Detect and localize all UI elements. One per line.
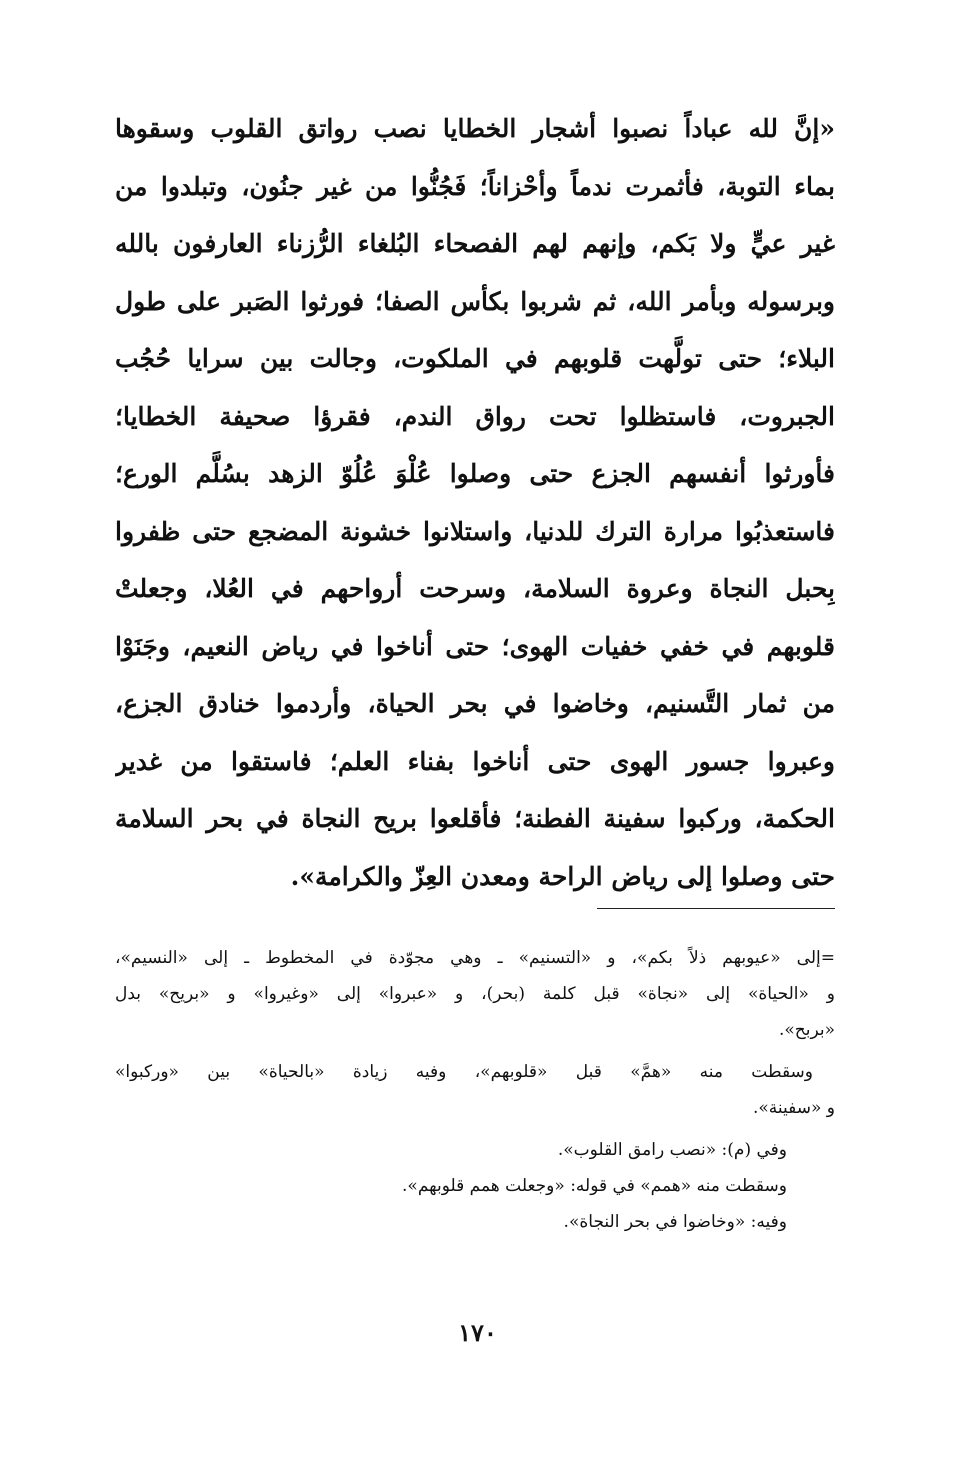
page-number: ١٧٠ xyxy=(458,1318,497,1347)
text-line: فاستعذبُوا مرارة الترك للدنيا، واستلانوا خشونة المضجع حتى ظفروا xyxy=(115,516,835,546)
footnote-line: وفي (م): «نصب رامق القلوب». xyxy=(557,1140,787,1160)
footnote-line: وسقطت منه «همَّ» قبل «قلوبهم»، وفيه زيادة «بالحياة» بين «وركبوا» xyxy=(115,1062,813,1082)
footnote-line: و «سفينة». xyxy=(752,1098,835,1118)
text-line: قلوبهم في خفي خفيات الهوى؛ حتى أناخوا في رياض النعيم، وجَنَوْا xyxy=(115,631,835,661)
text-line: الحكمة، وركبوا سفينة الفطنة؛ فأقلعوا بريح النجاة في بحر السلامة xyxy=(115,804,835,833)
text-line: «إنَّ لله عباداً نصبوا أشجار الخطايا نصب رواتق القلوب وسقوها xyxy=(115,114,835,143)
text-line: وبرسوله وبأمر الله، ثم شربوا بكأس الصفا؛ فورثوا الصَبر على طول xyxy=(115,286,835,316)
footnote-line: «بربح». xyxy=(778,1020,835,1040)
text-line: فأورثوا أنفسهم الجزع حتى وصلوا عُلْوَ عُلُوّ الزهد بسُلَّم الورع؛ xyxy=(115,459,835,488)
text-line: بِحبل النجاة وعروة السلامة، وسرحت أرواحهم في العُلا، وجعلتْ xyxy=(115,574,835,603)
text-line: الجبروت، فاستظلوا تحت رواق الندم، فقرؤا صحيفة الخطايا؛ xyxy=(115,401,835,431)
text-line: من ثمار التَّسنيم، وخاضوا في بحر الحياة، وأردموا خنادق الجزع، xyxy=(115,689,835,718)
text-line: البلاء؛ حتى تولَّهت قلوبهم في الملكوت، وجالت بين سرايا حُجُب xyxy=(115,344,835,373)
text-line: وعبروا جسور الهوى حتى أناخوا بفناء العلم؛ فاستقوا من غدير xyxy=(115,746,835,776)
text-line: حتى وصلوا إلى رياض الراحة ومعدن العِزّ والكرامة». xyxy=(290,861,835,891)
footnote-divider xyxy=(597,908,835,909)
footnote-line: وفيه: «وخاضوا في بحر النجاة». xyxy=(563,1212,787,1232)
footnotes-block xyxy=(115,940,835,1240)
text-line: بماء التوبة، فأثمرت ندماً وأحْزاناً؛ فَجُنُّوا من غير جنُون، وتبلدوا من xyxy=(115,171,835,201)
main-text-block xyxy=(115,100,835,905)
footnote-line: و «الحياة» إلى «نجاة» قبل كلمة (بحر)، و «عبروا» إلى «وغيروا» و «بريح» بدل xyxy=(115,984,835,1004)
footnote-line: =إلى «عيوبهم ذلاً بكم»، و «التسنيم» ـ وهي مجوّدة في المخطوط ـ إلى «النسيم»، xyxy=(115,948,835,968)
text-line: غير عيٍّ ولا بَكم، وإنهم لهم الفصحاء البُلغاء الرُّزناء العارفون بالله xyxy=(115,229,835,258)
footnote-line: وسقطت منه «همم» في قوله: «وجعلت همم قلوبهم». xyxy=(402,1176,787,1196)
